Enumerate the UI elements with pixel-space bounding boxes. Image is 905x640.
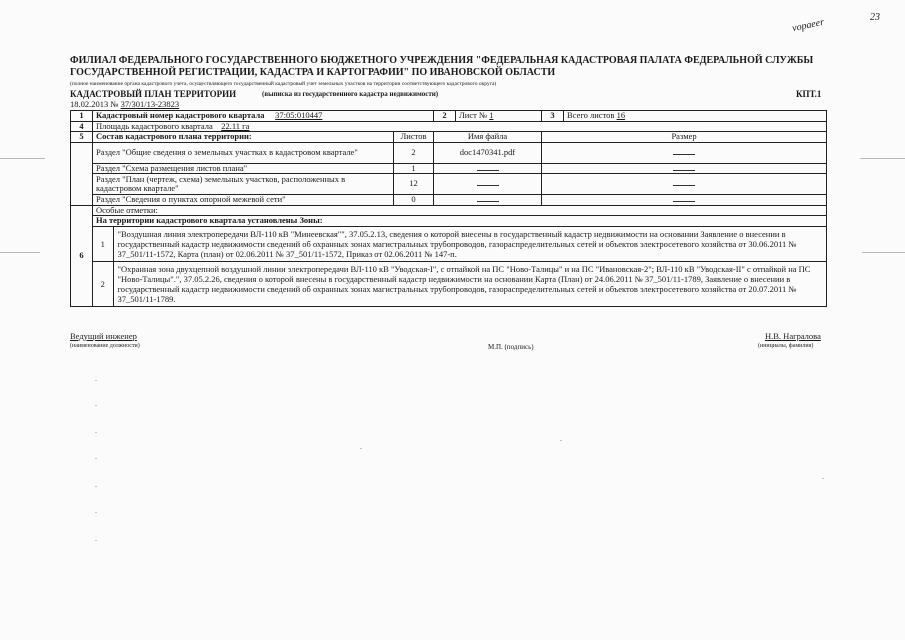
zone-number: 2 (93, 262, 113, 306)
composition-item-row (71, 142, 827, 163)
handwritten-note: vopaeer (791, 16, 826, 35)
document-number: 37/301/13-23823 (120, 99, 180, 109)
name-caption: (инициалы, фамилия) (758, 343, 814, 349)
composition-item-size (542, 195, 827, 206)
position-caption: (наименование должности) (70, 343, 140, 349)
area-value: 22.11 га (221, 120, 250, 131)
composition-label: Состав кадастрового плана территории: (93, 132, 394, 143)
row-number: 4 (71, 121, 93, 132)
composition-item-file (434, 174, 542, 195)
composition-indent-cell (71, 142, 93, 205)
scan-artifact-dot (95, 486, 97, 487)
empty-dash (673, 185, 695, 186)
composition-item-label: Раздел "Общие сведения о земельных участках в кадастровом квартале" (93, 142, 394, 163)
total-sheets-index: 3 (542, 111, 564, 122)
document-title: КАДАСТРОВЫЙ ПЛАН ТЕРРИТОРИИ (70, 89, 237, 99)
signatory-name: Н.В. Награлова (765, 331, 821, 341)
scan-artifact-dot (95, 512, 97, 513)
zone-text: "Воздушная линия электропередачи ВЛ-110 кВ "Минеевская"", 37.05.2.13, сведения о которой внесены в государственный кадастр недвижимости на основании Заявление о внесении в государственный кадастр недвижимости сведений об охранных зонах магистральных трубопроводов, газораспределительных сетей и объектов электросетевого хозяйства от 30.06.2011 № 37_501/11-1572, Карта (план) от 02.06.2011 № 37_501/11-1572, Приказ от 02.06.2011 № 147-п. (117, 228, 797, 259)
composition-item-size (542, 174, 827, 195)
document-code: КПТ.1 (796, 89, 822, 99)
organization-note: (полное наименование органа кадастрового учета, осуществляющего государственный кадастровый учет земельных участков на территории соответствующего кадастрового округа) (70, 81, 497, 87)
document-date-line (70, 99, 179, 109)
composition-item-label: Раздел "План (чертеж, схема) земельных участков, расположенных в кадастровом квартале" (93, 174, 394, 195)
sheet-number-index: 2 (434, 111, 456, 122)
total-sheets-label: Всего листов (567, 110, 615, 120)
area-cell (93, 121, 827, 132)
empty-dash (477, 185, 499, 186)
organization-title: ФИЛИАЛ ФЕДЕРАЛЬНОГО ГОСУДАРСТВЕННОГО БЮДЖЕТНОГО УЧРЕЖДЕНИЯ "ФЕДЕРАЛЬНАЯ КАДАСТРОВАЯ ПАЛАТА ФЕДЕРАЛЬНОЙ СЛУЖБЫ ГОСУДАРСТВЕННОЙ РЕГИСТРАЦИИ, КАДАСТРА И КАРТОГРАФИИ" ПО ИВАНОВСКОЙ ОБЛАСТИ (70, 55, 814, 78)
scan-artifact-line (862, 252, 905, 253)
column-size: Размер (542, 132, 827, 143)
cadastral-table (70, 110, 827, 307)
zone-number: 1 (93, 227, 113, 261)
header-row (71, 111, 827, 122)
area-row (71, 121, 827, 132)
document-date: 18.02.2013 (70, 99, 109, 109)
composition-item-label: Раздел "Схема размещения листов плана" (93, 163, 394, 174)
sheet-number-cell (456, 111, 542, 122)
zone-row (71, 261, 827, 306)
zone-table (93, 227, 826, 261)
cadastral-number-cell (93, 111, 434, 122)
document-number-label: № (110, 99, 119, 109)
cadastral-number-label: Кадастровый номер кадастрового квартала (96, 110, 265, 120)
scan-artifact-dot (95, 380, 97, 381)
signatory-position: Ведущий инженер (70, 331, 137, 341)
zone-text: "Охранная зона двухцепной воздушной линии электропередачи ВЛ-110 кВ "Уводская-I", с отпайкой на ПС "Ново-Талицы" и на ПС "Ивановская-2"; ВЛ-110 кВ "Уводская-II" с отпайкой на ПС "Ново-Талицы".", 37.05.2.26, сведения о которой внесены в государственный кадастр недвижимости на основании Карта (План) от 24.06.2011 № 37_501/11-1789, Заявление о внесении в государственный кадастр недвижимости сведений об охранных зонах магистральных трубопроводов, газораспределительных сетей и объектов электросетевого хозяйства от 20.07.2011 № 37_501/11-1789. (117, 263, 811, 304)
zone-table (93, 262, 826, 306)
column-sheets: Листов (394, 132, 434, 143)
composition-item-row (71, 163, 827, 174)
composition-item-file (434, 163, 542, 174)
zones-label: На территории кадастрового квартала установлены Зоны: (93, 216, 827, 227)
empty-dash (673, 201, 695, 202)
stamp-caption: М.П. (подпись) (488, 343, 534, 351)
row-number: 1 (71, 111, 93, 122)
empty-dash (673, 170, 695, 171)
scan-artifact-dot (560, 440, 562, 441)
scan-artifact-dot (95, 540, 97, 541)
composition-item-sheets: 2 (394, 142, 434, 163)
column-file-name: Имя файла (434, 132, 542, 143)
scan-artifact-line (0, 252, 40, 253)
scan-artifact-line (860, 158, 905, 159)
zones-header-row (71, 216, 827, 227)
composition-item-size (542, 142, 827, 163)
composition-item-sheets: 12 (394, 174, 434, 195)
scan-artifact-dot (360, 448, 362, 449)
notes-label: Особые отметки: (93, 205, 827, 216)
sheet-value: 1 (489, 110, 494, 120)
cadastral-number-value: 37:05:010447 (275, 110, 323, 120)
composition-item-label: Раздел "Сведения о пунктах опорной межевой сети" (93, 195, 394, 206)
row-number: 5 (71, 132, 93, 143)
empty-dash (477, 170, 499, 171)
notes-row (71, 205, 827, 216)
zone-cell (93, 226, 827, 261)
page-number: 23 (870, 12, 880, 23)
empty-dash (477, 201, 499, 202)
scan-artifact-dot (95, 458, 97, 459)
sheet-label: Лист № (459, 110, 488, 120)
composition-item-row (71, 195, 827, 206)
scan-artifact-dot (95, 405, 97, 406)
zone-row (71, 226, 827, 261)
scan-artifact-dot (822, 478, 824, 479)
composition-item-sheets: 0 (394, 195, 434, 206)
composition-item-sheets: 1 (394, 163, 434, 174)
document-subtitle: (выписка из государственного кадастра недвижимости) (262, 90, 439, 98)
composition-item-size (542, 163, 827, 174)
zone-cell (93, 261, 827, 306)
area-label: Площадь кадастрового квартала (96, 120, 213, 131)
scan-artifact-dot (95, 432, 97, 433)
row-number: 6 (71, 205, 93, 306)
empty-dash (673, 154, 695, 155)
composition-item-file: doc1470341.pdf (434, 142, 542, 163)
scan-artifact-line (0, 158, 45, 159)
composition-item-file (434, 195, 542, 206)
composition-header-row (71, 132, 827, 143)
total-sheets-cell (564, 111, 827, 122)
total-sheets-value: 16 (616, 110, 626, 120)
composition-item-row (71, 174, 827, 195)
